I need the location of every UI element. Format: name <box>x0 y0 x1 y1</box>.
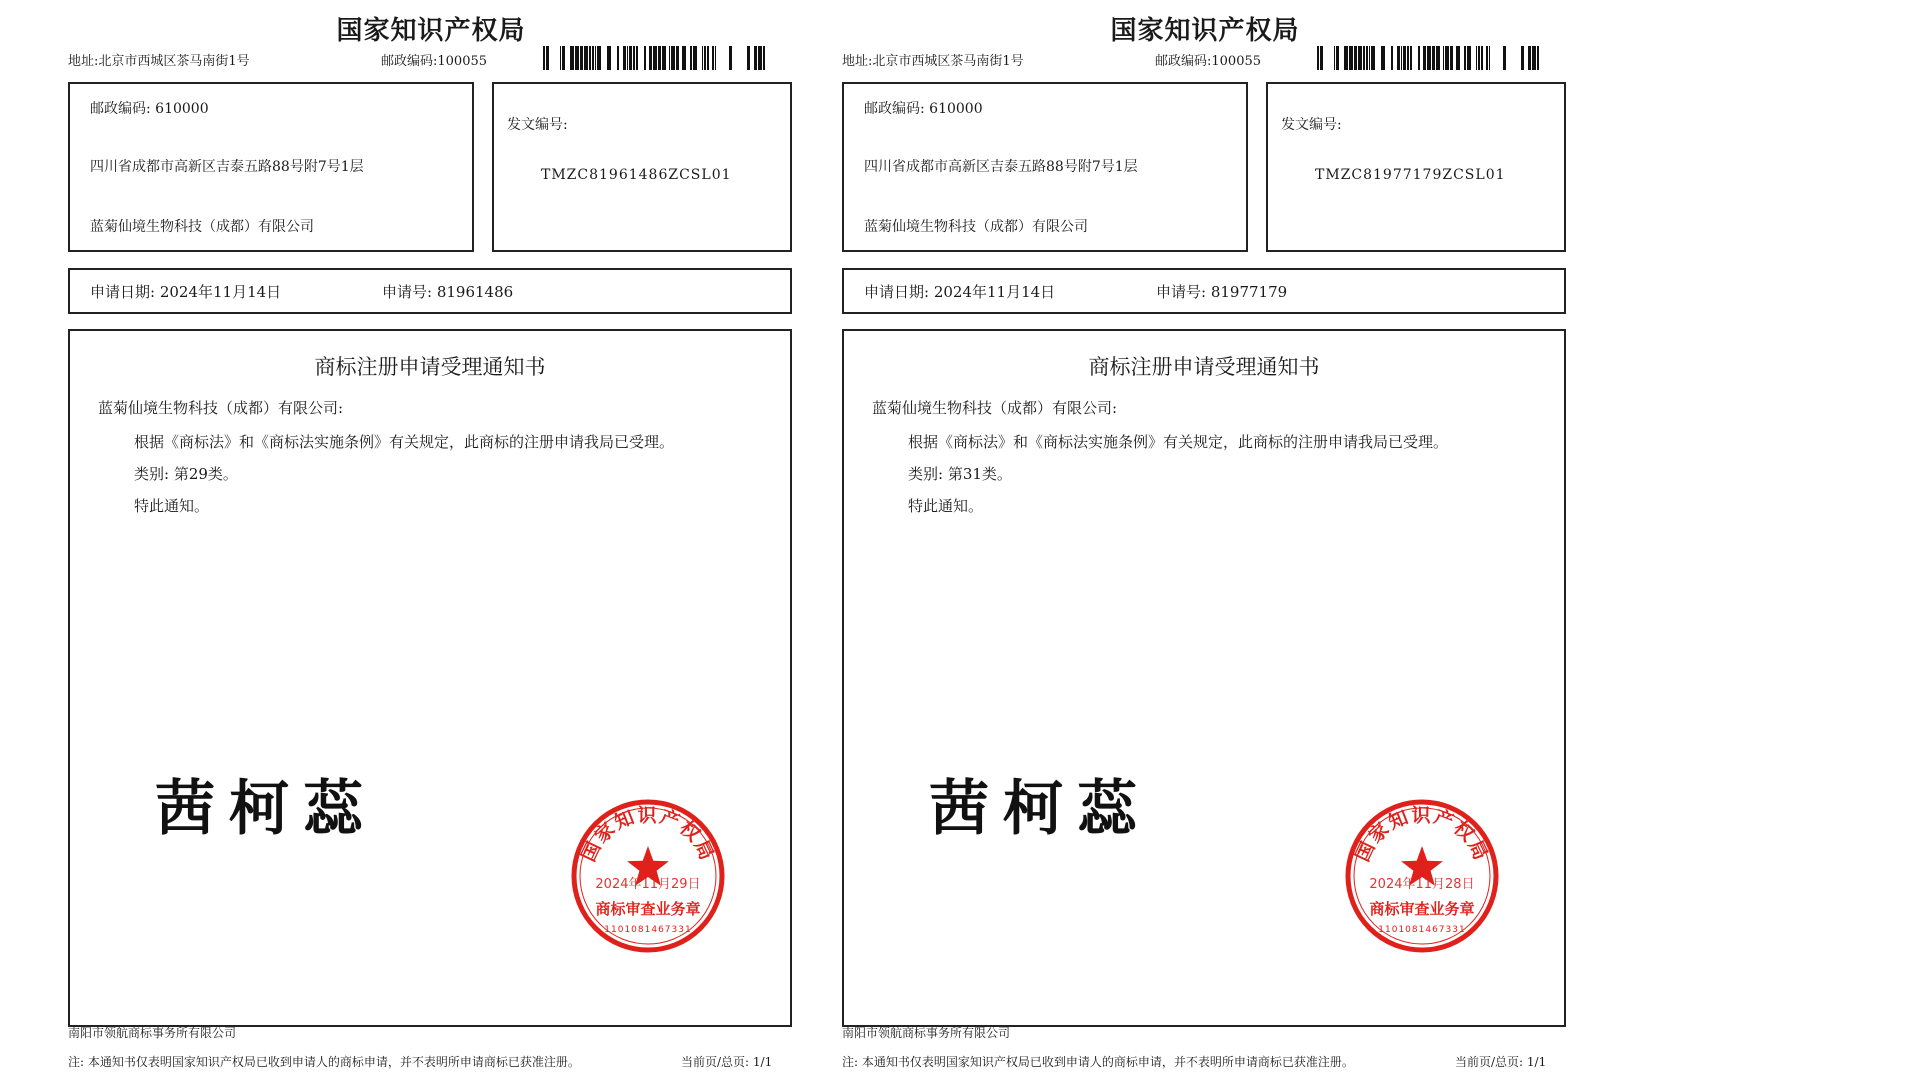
barcode-bar <box>1410 46 1412 70</box>
barcode-bar <box>1432 46 1435 70</box>
barcode-bar <box>1369 46 1370 70</box>
barcode-bar <box>1481 46 1483 70</box>
barcode-bar <box>1532 46 1536 70</box>
barcode-bar <box>589 46 591 70</box>
barcode-bar <box>682 46 686 70</box>
official-seal <box>1342 796 1502 956</box>
barcode-bar <box>580 46 583 70</box>
office-address: 地址:北京市西城区茶马南街1号 <box>68 54 250 69</box>
barcode-bar <box>1317 46 1319 70</box>
barcode-bar <box>617 46 619 70</box>
barcode-bar <box>1418 46 1420 70</box>
seal-date-text: 2024年11月29日 <box>595 877 701 892</box>
doc-number-label: 发文编号: <box>507 117 568 133</box>
application-bar <box>842 268 1566 314</box>
barcode-bar <box>1443 46 1444 70</box>
barcode-bar <box>636 46 638 70</box>
barcode-bar <box>747 46 750 70</box>
salutation: 蓝菊仙境生物科技（成都）有限公司: <box>98 399 344 417</box>
office-title: 国家知识产权局 <box>336 16 526 46</box>
barcode-bar <box>543 46 545 70</box>
application-number: 申请号: 81961486 <box>382 283 514 301</box>
barcode-bar <box>1486 46 1488 70</box>
seal-bottom-text: 商标审查业务章 <box>1369 900 1475 918</box>
barcode-bar <box>1478 46 1480 70</box>
barcode-bar <box>758 46 762 70</box>
barcode-bar <box>1363 46 1365 70</box>
recipient-address: 四川省成都市高新区吉泰五路88号附7号1层 <box>864 159 1138 175</box>
barcode-bar <box>702 46 703 70</box>
notice-title: 商标注册申请受理通知书 <box>1088 355 1320 379</box>
notice-body-box <box>842 329 1566 1027</box>
barcode-bar <box>644 46 646 70</box>
barcode-bar <box>623 46 626 70</box>
recipient-company: 蓝菊仙境生物科技（成都）有限公司 <box>864 219 1088 235</box>
barcode-bar <box>653 46 657 70</box>
barcode-bar <box>1427 46 1431 70</box>
doc-number-label: 发文编号: <box>1281 117 1342 133</box>
barcode-bar <box>1354 46 1357 70</box>
barcode-bar <box>1344 46 1348 70</box>
barcode-bar <box>1456 46 1460 70</box>
barcode-bar <box>1476 46 1477 70</box>
barcode-bar <box>607 46 611 70</box>
notice-title: 商标注册申请受理通知书 <box>314 355 546 379</box>
barcode-bar <box>1397 46 1400 70</box>
barcode-bar <box>1336 46 1339 70</box>
trademark-image: 茜柯蕊 <box>155 774 377 844</box>
footnote: 注: 本通知书仅表明国家知识产权局已收到申请人的商标申请，并不表明所申请商标已获准注册。 <box>842 1055 1354 1069</box>
barcode-bar <box>729 46 732 70</box>
doc-number-box <box>1266 82 1566 252</box>
barcode-bar <box>1407 46 1409 70</box>
barcode <box>543 46 783 70</box>
barcode-bar <box>629 46 632 70</box>
barcode-bar <box>754 46 757 70</box>
barcode-bar <box>1537 46 1539 70</box>
barcode-bar <box>1467 46 1471 70</box>
trademark-image: 茜柯蕊 <box>929 774 1151 844</box>
body-paragraph: 根据《商标法》和《商标法实施条例》有关规定，此商标的注册申请我局已受理。 <box>908 433 1449 451</box>
barcode-bar <box>676 46 679 70</box>
barcode-bar <box>1320 46 1323 70</box>
closing-line: 特此通知。 <box>134 497 210 515</box>
barcode-bar <box>595 46 596 70</box>
agency-name: 南阳市领航商标事务所有限公司 <box>842 1026 1011 1040</box>
barcode-bar <box>592 46 594 70</box>
barcode-bar <box>560 46 561 70</box>
application-date: 申请日期: 2024年11月14日 <box>864 283 1056 301</box>
barcode-bar <box>707 46 709 70</box>
office-zip: 邮政编码:100055 <box>381 54 488 69</box>
barcode-bar <box>1334 46 1335 70</box>
page-info: 当前页/总页: 1/1 <box>1455 1055 1547 1069</box>
barcode-bar <box>658 46 661 70</box>
barcode-bar <box>1503 46 1506 70</box>
notice-left <box>68 0 794 1080</box>
application-bar <box>68 268 792 314</box>
barcode-bar <box>1381 46 1385 70</box>
recipient-box <box>842 82 1248 252</box>
recipient-zip: 邮政编码: 610000 <box>864 101 983 117</box>
seal-top-text: 国家知识产权局 <box>1351 804 1493 866</box>
doc-number-box <box>492 82 792 252</box>
barcode-bar <box>1401 46 1402 70</box>
barcode-bar <box>671 46 675 70</box>
barcode-bar <box>562 46 565 70</box>
doc-number: TMZC81961486ZCSL01 <box>541 167 732 183</box>
barcode-bar <box>1521 46 1524 70</box>
class-line: 类别: 第31类。 <box>908 465 1012 483</box>
barcode-bar <box>1436 46 1440 70</box>
seal-date-text: 2024年11月28日 <box>1369 877 1475 892</box>
seal-top-text: 国家知识产权局 <box>577 804 719 866</box>
barcode-bar <box>669 46 670 70</box>
barcode-bar <box>1366 46 1368 70</box>
barcode-bar <box>1349 46 1353 70</box>
barcode-bar <box>1489 46 1490 70</box>
barcode <box>1317 46 1557 70</box>
agency-name: 南阳市领航商标事务所有限公司 <box>68 1026 237 1040</box>
recipient-zip: 邮政编码: 610000 <box>90 101 209 117</box>
barcode-bar <box>690 46 692 70</box>
barcode-bar <box>1445 46 1449 70</box>
barcode-bar <box>704 46 706 70</box>
barcode-bar <box>763 46 765 70</box>
barcode-bar <box>1371 46 1375 70</box>
application-number: 申请号: 81977179 <box>1156 283 1288 301</box>
barcode-bar <box>715 46 716 70</box>
official-seal <box>568 796 728 956</box>
notice-right <box>842 0 1568 1080</box>
recipient-box <box>68 82 474 252</box>
barcode-bar <box>546 46 549 70</box>
barcode-bar <box>1358 46 1362 70</box>
seal-serial-text: 1101081467331 <box>1378 925 1466 935</box>
barcode-bar <box>662 46 666 70</box>
barcode-bar <box>1450 46 1453 70</box>
barcode-bar <box>597 46 601 70</box>
seal-bottom-text: 商标审查业务章 <box>595 900 701 918</box>
barcode-bar <box>1528 46 1531 70</box>
page-info: 当前页/总页: 1/1 <box>681 1055 773 1069</box>
recipient-company: 蓝菊仙境生物科技（成都）有限公司 <box>90 219 314 235</box>
barcode-bar <box>1464 46 1466 70</box>
barcode-bar <box>693 46 697 70</box>
office-title: 国家知识产权局 <box>1110 16 1300 46</box>
footnote: 注: 本通知书仅表明国家知识产权局已收到申请人的商标申请，并不表明所申请商标已获准注册。 <box>68 1055 580 1069</box>
doc-number: TMZC81977179ZCSL01 <box>1315 167 1506 183</box>
barcode-bar <box>712 46 714 70</box>
barcode-bar <box>1423 46 1426 70</box>
barcode-bar <box>1391 46 1393 70</box>
barcode-bar <box>633 46 635 70</box>
barcode-bar <box>570 46 574 70</box>
barcode-bar <box>584 46 588 70</box>
barcode-bar <box>575 46 579 70</box>
salutation: 蓝菊仙境生物科技（成都）有限公司: <box>872 399 1118 417</box>
seal-serial-text: 1101081467331 <box>604 925 692 935</box>
office-address: 地址:北京市西城区茶马南街1号 <box>842 54 1024 69</box>
barcode-bar <box>627 46 628 70</box>
closing-line: 特此通知。 <box>908 497 984 515</box>
class-line: 类别: 第29类。 <box>134 465 238 483</box>
office-zip: 邮政编码:100055 <box>1155 54 1262 69</box>
recipient-address: 四川省成都市高新区吉泰五路88号附7号1层 <box>90 159 364 175</box>
barcode-bar <box>1403 46 1406 70</box>
body-paragraph: 根据《商标法》和《商标法实施条例》有关规定，此商标的注册申请我局已受理。 <box>134 433 675 451</box>
notice-body-box <box>68 329 792 1027</box>
barcode-bar <box>649 46 652 70</box>
application-date: 申请日期: 2024年11月14日 <box>90 283 282 301</box>
